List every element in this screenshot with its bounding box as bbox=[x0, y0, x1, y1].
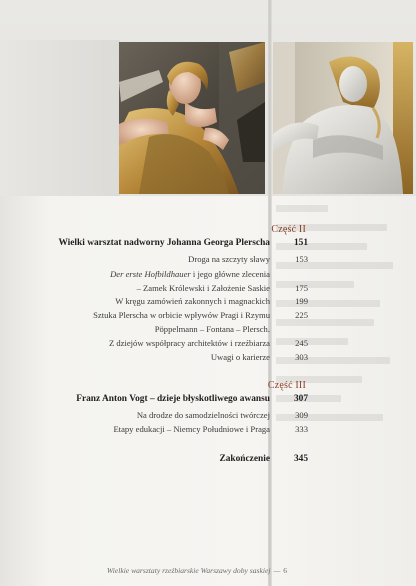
page-number: 175 bbox=[295, 283, 308, 293]
entry-title: – Zamek Królewski i Założenie Saskie bbox=[136, 283, 270, 293]
part-2-label: Część II bbox=[271, 224, 306, 235]
entry-title: Uwagi o karierze bbox=[210, 352, 270, 362]
toc-entry[interactable] bbox=[0, 394, 308, 408]
page-number: 307 bbox=[293, 394, 308, 404]
entry-title bbox=[110, 269, 270, 279]
toc-entry[interactable] bbox=[0, 283, 308, 297]
toc-entry[interactable] bbox=[0, 454, 308, 468]
footer-dash: — bbox=[273, 566, 281, 575]
page-number: 199 bbox=[295, 296, 308, 306]
running-footer bbox=[0, 566, 287, 575]
toc-entry[interactable] bbox=[0, 338, 308, 352]
entry-title-italic: Der erste Hofbildhauer bbox=[110, 269, 191, 279]
page-number: 153 bbox=[295, 254, 308, 264]
part-2-title: Wielki warsztat nadworny Johanna Georga Plerscha bbox=[58, 238, 270, 248]
saint-sculpture-photo bbox=[273, 42, 413, 194]
toc-entry[interactable] bbox=[0, 324, 308, 338]
page-number: 225 bbox=[295, 310, 308, 320]
toc-entry[interactable] bbox=[0, 410, 308, 424]
running-title: Wielkie warsztaty rzeźbiarskie Warszawy doby saskiej bbox=[106, 566, 271, 575]
part-3-title: Franz Anton Vogt – dzieje błyskotliwego awansu bbox=[76, 394, 270, 404]
entry-title: Na drodze do samodzielności twórczej bbox=[136, 410, 270, 420]
toc-entry[interactable] bbox=[0, 352, 308, 366]
part-3-label: Część III bbox=[267, 380, 306, 391]
footer-page-number: 6 bbox=[283, 566, 287, 575]
angel-sculpture-photo bbox=[119, 42, 265, 194]
page-number: 245 bbox=[295, 338, 308, 348]
conclusion-title: Zakończenie bbox=[219, 454, 270, 464]
toc-entry[interactable] bbox=[0, 310, 308, 324]
entry-title: Sztuka Plerscha w orbicie wpływów Pragi i Rzymu bbox=[93, 310, 270, 320]
page-number: 309 bbox=[295, 410, 308, 420]
entry-title: Pöppelmann – Fontana – Plersch. bbox=[154, 324, 270, 334]
toc-entry[interactable] bbox=[0, 269, 308, 283]
page-number: 151 bbox=[293, 238, 308, 248]
toc-entry[interactable] bbox=[0, 254, 308, 268]
toc-entry[interactable] bbox=[0, 238, 308, 252]
entry-title: Z dziejów współpracy architektów i rzeźbiarza bbox=[108, 338, 270, 348]
image-band-shadow bbox=[0, 40, 120, 196]
entry-title-rest: i jego główne zlecenia bbox=[190, 269, 270, 279]
page-number: 333 bbox=[295, 424, 308, 434]
entry-title: W kręgu zamówień zakonnych i magnackich bbox=[115, 296, 270, 306]
entry-title: Etapy edukacji – Niemcy Południowe i Praga bbox=[113, 424, 270, 434]
page-number: 345 bbox=[293, 454, 308, 464]
toc-entry[interactable] bbox=[0, 424, 308, 438]
entry-title: Droga na szczyty sławy bbox=[188, 254, 270, 264]
toc-entry[interactable] bbox=[0, 296, 308, 310]
page-number: 303 bbox=[295, 352, 308, 362]
